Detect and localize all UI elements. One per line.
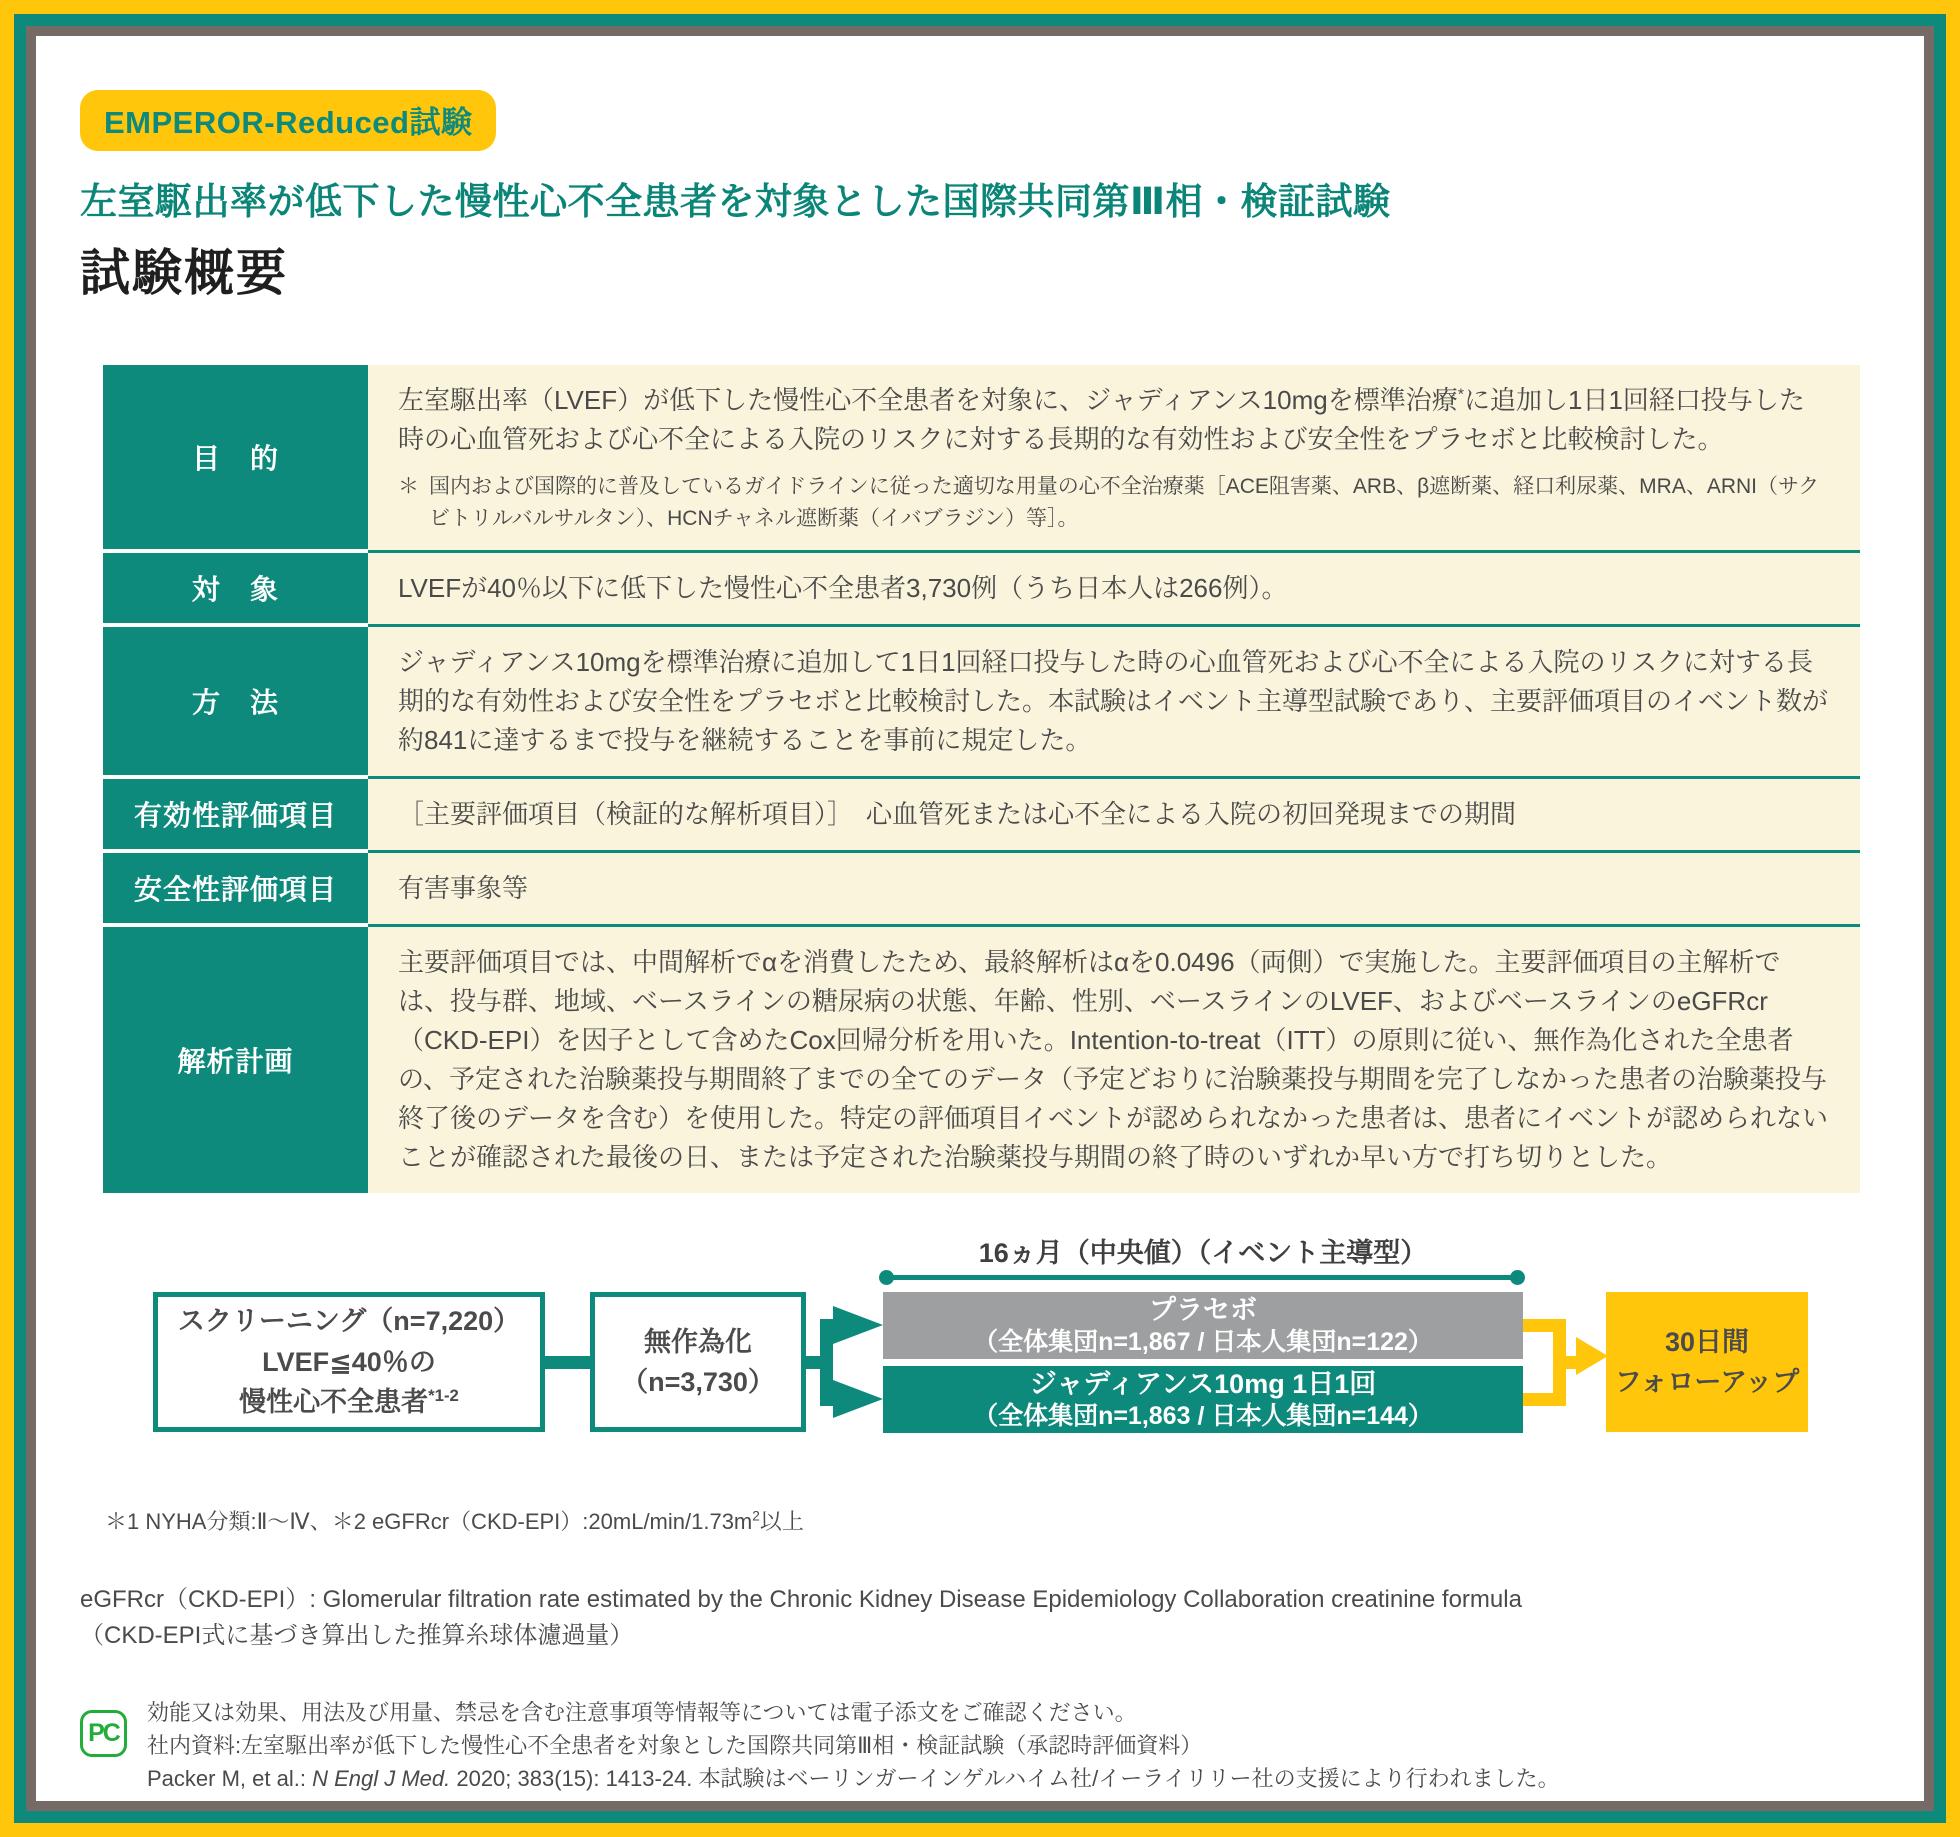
arrow-to-placebo-icon xyxy=(833,1306,883,1344)
study-flow-diagram xyxy=(80,1231,1880,1489)
footer-references xyxy=(80,1696,1880,1795)
placebo-arm-bar: プラセボ （全体集団n=1,867 / 日本人集団n=122） xyxy=(883,1292,1523,1359)
footer-lines xyxy=(147,1696,1560,1795)
study-subtitle: 左室駆出率が低下した慢性心不全患者を対象とした国際共同第Ⅲ相・検証試験 xyxy=(80,181,1391,222)
pc-logo-icon: PC xyxy=(80,1710,127,1757)
randomization-box: 無作為化 （n=3,730） xyxy=(590,1292,806,1432)
study-overview-table xyxy=(103,365,1860,1193)
screening-box: スクリーニング（n=7,220） LVEF≦40％の 慢性心不全患者$^{*1-2}$ xyxy=(153,1292,545,1432)
page-content xyxy=(36,36,1924,1801)
connector-split-vertical xyxy=(820,1319,833,1406)
page-title: 試験概要 xyxy=(80,245,288,301)
connector-screening-to-randomization xyxy=(545,1356,590,1369)
egfr-note-jp: （CKD-EPI式に基づき算出した推算糸球体濾過量） xyxy=(80,1622,634,1649)
timeline-dot-right xyxy=(1510,1270,1525,1285)
inner-taupe-frame xyxy=(26,26,1934,1811)
row-header-efficacy-endpoint: 有効性評価項目 xyxy=(103,779,368,853)
objective-text: 左室駆出率（LVEF）が低下した慢性心不全患者を対象に、ジャディアンス10mgを標準治療*に追加し1日1回経口投与した時の心血管死および心不全による入院のリスクに対する長期的な有効性および安全性をプラセボと比較検討した。 xyxy=(398,385,1805,454)
row-header-analysis-plan: 解析計画 xyxy=(103,927,368,1193)
row-cell-safety-endpoint: 有害事象等 xyxy=(368,853,1860,927)
row-cell-efficacy-endpoint: ［主要評価項目（検証的な解析項目）］ 心血管死または心不全による入院の初回発現までの期間 xyxy=(368,779,1860,853)
egfr-note-en: eGFRcr（CKD-EPI）: Glomerular filtration rate estimated by the Chronic Kidney Disease Epidemiology Collaboration creatinine formula xyxy=(80,1586,1522,1613)
jardiance-arm-bar: ジャディアンス10mg 1日1回 （全体集団n=1,863 / 日本人集団n=144） xyxy=(883,1366,1523,1433)
row-header-methods: 方 法 xyxy=(103,627,368,779)
objective-footnote: ＊ 国内および国際的に普及しているガイドラインに従った適切な用量の心不全治療薬［ACE阻害薬、ARB、β遮断薬、経口利尿薬、MRA、ARNI（サクビトリルバルサルタン）、HCNチャネル遮断薬（イバブラジン）等］。 xyxy=(398,475,1820,530)
row-header-subjects: 対 象 xyxy=(103,553,368,627)
footer-line-precaution: 効能又は効果、用法及び用量、禁忌を含む注意事項等情報等については電子添文をご確認ください。 xyxy=(147,1700,1137,1725)
egfr-note xyxy=(80,1582,1880,1654)
row-header-objective: 目 的 xyxy=(103,365,368,553)
footer-line-reference: Packer M, et al.: N Engl J Med. 2020; 383(15): 1413-24. 本試験はベーリンガーインゲルハイム社/イーライリリー社の支援により行われました。 xyxy=(147,1766,1560,1791)
arrow-to-jardiance-icon xyxy=(833,1380,883,1418)
arrow-to-followup-icon xyxy=(1576,1337,1608,1375)
mid-teal-frame xyxy=(14,14,1946,1823)
followup-box: 30日間 フォローアップ xyxy=(1606,1292,1808,1432)
timeline-dot-left xyxy=(879,1270,894,1285)
timeline-line xyxy=(886,1275,1518,1280)
diagram-footnote: ＊1 NYHA分類:Ⅱ～Ⅳ、＊2 $eGFRcr(CKD-EPI):20mL/\min/1.73m^2$以上 xyxy=(105,1508,804,1534)
study-badge: EMPEROR-Reduced試験 xyxy=(80,90,496,151)
row-cell-analysis-plan: 主要評価項目では、中間解析でαを消費したため、最終解析はαを0.0496（両側）で実施した。主要評価項目の主解析では、投与群、地域、ベースラインの糖尿病の状態、年齢、性別、ベースラインのLVEF、およびベースラインのeGFRcr（CKD-EPI）を因子として含めたCox回帰分析を用いた。Intention-to-treat（ITT）の原則に従い、無作為化された全患者の、予定された治験薬投与期間終了までの全てのデータ（予定どおりに治験薬投与期間を完了しなかった患者の治験薬投与終了後のデータを含む）を使用した。特定の評価項目イベントが認められなかった患者は、患者にイベントが認められないことが確認された最後の日、または予定された治験薬投与期間の終了時のいずれか早い方で打ち切りとした。 xyxy=(368,927,1860,1193)
row-cell-subjects: LVEFが40％以下に低下した慢性心不全患者3,730例（うち日本人は266例）。 xyxy=(368,553,1860,627)
timeline-label: 16ヵ月（中央値）（イベント主導型） xyxy=(978,1238,1428,1268)
row-cell-methods: ジャディアンス10mgを標準治療に追加して1日1回経口投与した時の心血管死および心不全による入院のリスクに対する長期的な有効性および安全性をプラセボと比較検討した。本試験はイベント主導型試験であり、主要評価項目のイベント数が約841に達するまで投与を継続することを事前に規定した。 xyxy=(368,627,1860,779)
row-cell-objective xyxy=(368,365,1860,553)
footer-line-internal-document: 社内資料:左室駆出率が低下した慢性心不全患者を対象とした国際共同第Ⅲ相・検証試験（承認時評価資料） xyxy=(147,1733,1203,1758)
yellow-connector-vertical xyxy=(1553,1319,1566,1406)
row-header-safety-endpoint: 安全性評価項目 xyxy=(103,853,368,927)
